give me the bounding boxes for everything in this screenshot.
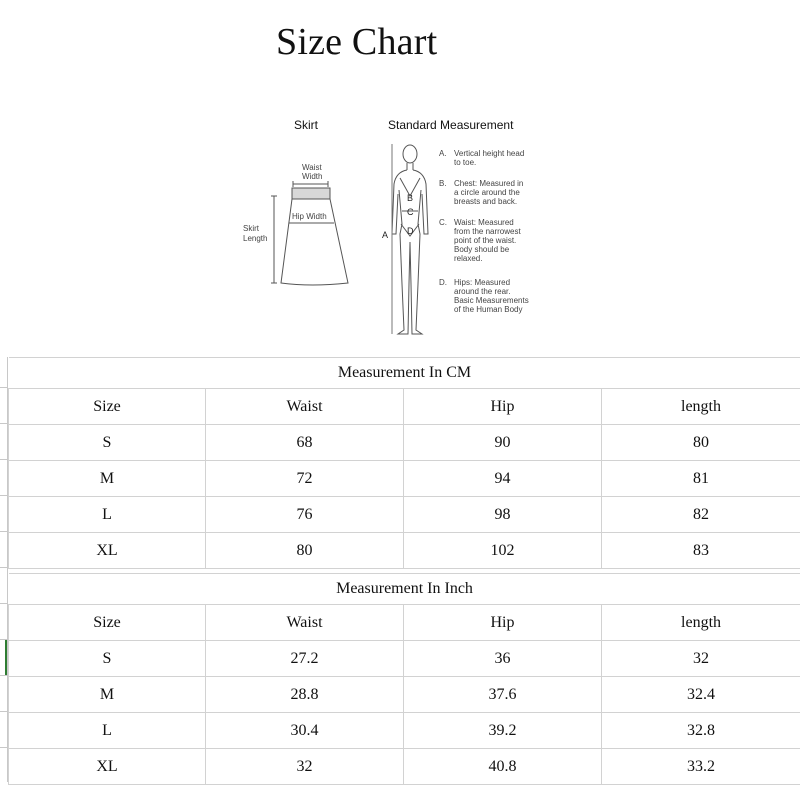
note-a-line-2: to toe. bbox=[454, 158, 477, 167]
header-cell: Hip bbox=[404, 389, 602, 425]
marker-b: B bbox=[407, 193, 414, 203]
table-cell: 102 bbox=[404, 533, 602, 569]
skirt-length-label-2: Length bbox=[243, 234, 268, 243]
note-b-line-2: a circle around the bbox=[454, 188, 520, 197]
row-gutter bbox=[0, 357, 8, 782]
note-d-key: D. bbox=[439, 278, 447, 287]
note-b-key: B. bbox=[439, 179, 447, 188]
note-d-line-1: Hips: Measured bbox=[454, 278, 511, 287]
header-cell: Hip bbox=[404, 605, 602, 641]
table-cell: S bbox=[9, 425, 206, 461]
note-c-line-1: Waist: Measured bbox=[454, 218, 514, 227]
table-cell: M bbox=[9, 677, 206, 713]
table-cell: M bbox=[9, 461, 206, 497]
note-b-line-1: Chest: Measured in bbox=[454, 179, 524, 188]
measurement-notes bbox=[439, 149, 529, 314]
table-cell: 80 bbox=[206, 533, 404, 569]
header-cell: Waist bbox=[206, 605, 404, 641]
note-a-key: A. bbox=[439, 149, 447, 158]
table-caption-row bbox=[9, 574, 800, 605]
table-cell: 83 bbox=[602, 533, 800, 569]
table-row bbox=[9, 677, 800, 713]
table-row bbox=[9, 641, 800, 677]
table-cell: 72 bbox=[206, 461, 404, 497]
table-cell: S bbox=[9, 641, 206, 677]
table-cell: 90 bbox=[404, 425, 602, 461]
skirt-heading: Skirt bbox=[294, 118, 318, 132]
note-c-line-2: from the narrowest bbox=[454, 227, 521, 236]
table-caption-row bbox=[9, 358, 800, 389]
cm-table bbox=[8, 357, 800, 569]
table-cell: 94 bbox=[404, 461, 602, 497]
table-cell: 81 bbox=[602, 461, 800, 497]
marker-c: C bbox=[407, 207, 414, 217]
table-cell: 76 bbox=[206, 497, 404, 533]
table-cell: XL bbox=[9, 533, 206, 569]
measurement-sheet bbox=[0, 357, 800, 782]
table-row bbox=[9, 497, 800, 533]
table-row bbox=[9, 749, 800, 785]
active-row-indicator bbox=[5, 640, 7, 675]
measurement-diagram bbox=[236, 108, 556, 344]
cm-table-caption: Measurement In CM bbox=[9, 358, 800, 389]
waist-width-label-1: Waist bbox=[302, 163, 322, 172]
table-cell: 36 bbox=[404, 641, 602, 677]
note-b-line-3: breasts and back. bbox=[454, 197, 518, 206]
header-cell: Size bbox=[9, 605, 206, 641]
table-cell: XL bbox=[9, 749, 206, 785]
table-cell: 80 bbox=[602, 425, 800, 461]
header-cell: length bbox=[602, 605, 800, 641]
table-cell: 39.2 bbox=[404, 713, 602, 749]
table-cell: 27.2 bbox=[206, 641, 404, 677]
table-row bbox=[9, 533, 800, 569]
inch-table-caption: Measurement In Inch bbox=[9, 574, 800, 605]
table-header-row bbox=[9, 389, 800, 425]
inch-table bbox=[8, 573, 800, 785]
skirt-illustration bbox=[243, 118, 348, 285]
note-c-line-3: point of the waist. bbox=[454, 236, 517, 245]
note-c-key: C. bbox=[439, 218, 447, 227]
note-c-line-5: relaxed. bbox=[454, 254, 483, 263]
table-cell: 32 bbox=[602, 641, 800, 677]
note-a-line-1: Vertical height head bbox=[454, 149, 525, 158]
header-cell: length bbox=[602, 389, 800, 425]
table-cell: 68 bbox=[206, 425, 404, 461]
note-d-line-2: around the rear. bbox=[454, 287, 511, 296]
table-cell: 32.8 bbox=[602, 713, 800, 749]
table-cell: 28.8 bbox=[206, 677, 404, 713]
marker-d: D bbox=[407, 226, 414, 236]
hip-width-label: Hip Width bbox=[292, 212, 327, 221]
table-cell: 32 bbox=[206, 749, 404, 785]
note-c-line-4: Body should be bbox=[454, 245, 510, 254]
header-cell: Size bbox=[9, 389, 206, 425]
page-title: Size Chart bbox=[276, 21, 438, 63]
table-cell: L bbox=[9, 497, 206, 533]
table-cell: 37.6 bbox=[404, 677, 602, 713]
marker-a: A bbox=[382, 230, 389, 240]
note-d-line-3: Basic Measurements bbox=[454, 296, 529, 305]
header-cell: Waist bbox=[206, 389, 404, 425]
table-cell: 32.4 bbox=[602, 677, 800, 713]
table-cell: 40.8 bbox=[404, 749, 602, 785]
table-cell: 33.2 bbox=[602, 749, 800, 785]
table-cell: L bbox=[9, 713, 206, 749]
table-row bbox=[9, 713, 800, 749]
skirt-length-label-1: Skirt bbox=[243, 224, 259, 233]
waist-width-label-2: Width bbox=[302, 172, 323, 181]
table-row bbox=[9, 425, 800, 461]
table-header-row bbox=[9, 605, 800, 641]
note-d-line-4: of the Human Body bbox=[454, 305, 523, 314]
table-cell: 82 bbox=[602, 497, 800, 533]
table-cell: 98 bbox=[404, 497, 602, 533]
standard-measurement-heading: Standard Measurement bbox=[388, 118, 514, 132]
table-row bbox=[9, 461, 800, 497]
table-cell: 30.4 bbox=[206, 713, 404, 749]
